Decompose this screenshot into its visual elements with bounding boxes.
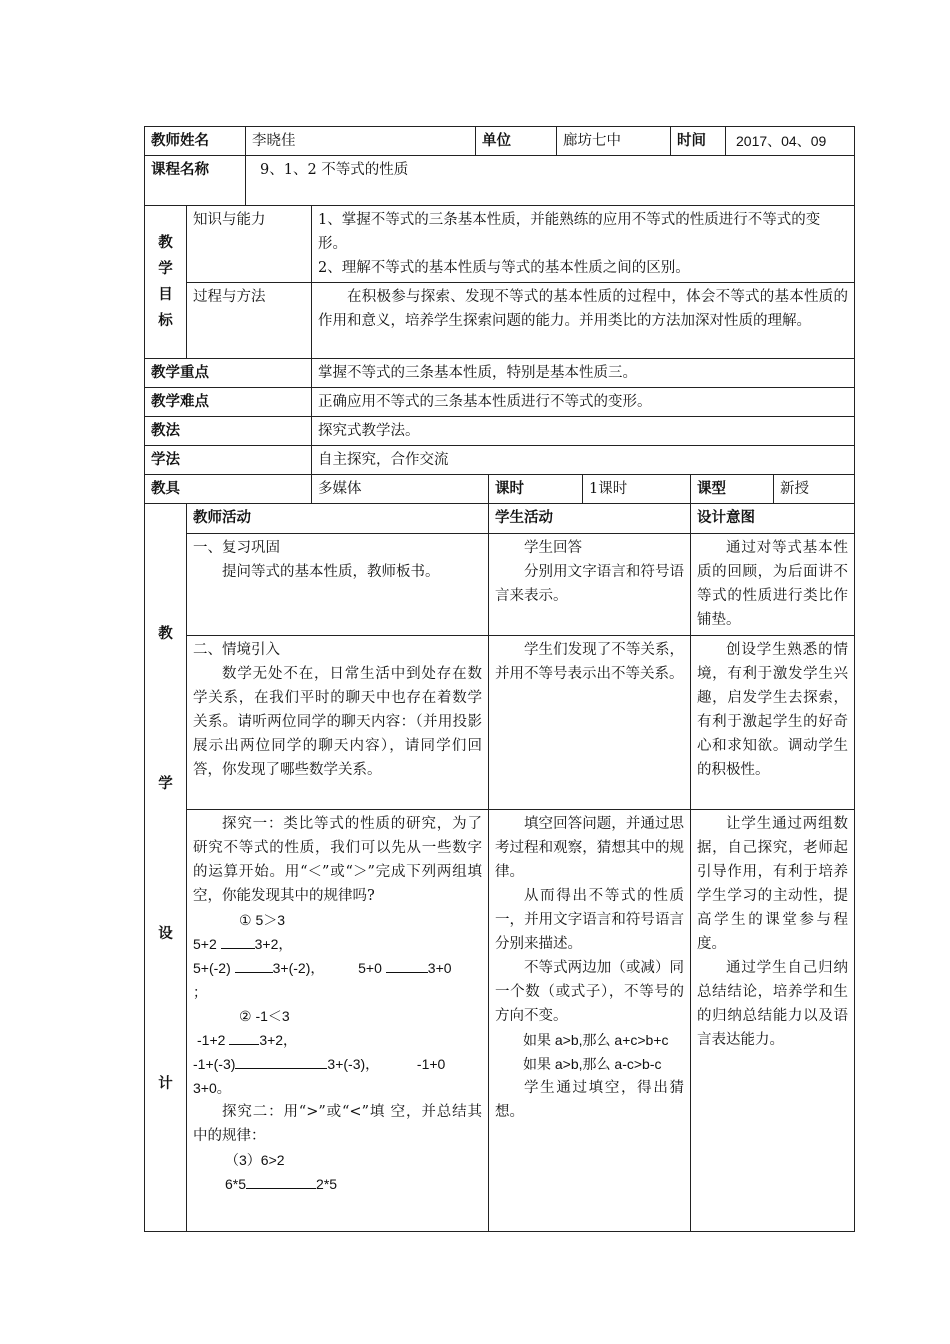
s3-eq2b	[193, 1052, 482, 1076]
s3-blank[interactable]	[386, 958, 428, 973]
teacher-label: 教师姓名	[145, 127, 246, 156]
s3-eq2b-right: 3+(-3)，	[327, 1056, 380, 1072]
type-content: 新授	[774, 475, 855, 504]
process-content: 在积极参与探索、发现不等式的基本性质的过程中，体会不等式的基本性质的作用和意义，培养学生探索问题的能力。并用类比的方法加深对性质的理解。	[312, 283, 855, 359]
difficulty-label: 教学难点	[145, 388, 312, 417]
s3-student	[489, 810, 691, 1232]
type-label: 课型	[691, 475, 774, 504]
s3-blank[interactable]	[235, 1054, 327, 1069]
s2-intent: 创设学生熟悉的情境，有利于激发学生兴趣，启发学生去探索，有利于激起学生的好奇心和求知欲。调动学生的积极性。	[691, 636, 855, 810]
s1-teacher	[187, 534, 489, 636]
tools-content: 多媒体	[312, 475, 489, 504]
process-label: 过程与方法	[187, 283, 312, 359]
knowledge-label: 知识与能力	[187, 206, 312, 283]
study-content: 自主探究，合作交流	[312, 446, 855, 475]
s3-blank[interactable]	[221, 934, 255, 949]
col-design-intent: 设计意图	[691, 504, 855, 534]
method-label: 教法	[145, 417, 312, 446]
s1-teacher-text: 提问等式的基本性质，教师板书。	[222, 564, 440, 580]
s3-student-3: 不等式两边加（或减）同一个数（或式子），不等号的方向不变。	[495, 960, 684, 1024]
design-side-label	[145, 504, 187, 1232]
s3-blank[interactable]	[235, 958, 273, 973]
difficulty-content: 正确应用不等式的三条基本性质进行不等式的变形。	[312, 388, 855, 417]
s3-eq2a-left: -1+2	[197, 1032, 230, 1048]
s3-student-4: 如果 a>b,那么 a+c>b+c	[523, 1032, 669, 1048]
s3-teacher	[187, 810, 489, 1232]
goals-side-char: 标	[158, 313, 173, 329]
s1-title: 一、复习巩固	[193, 540, 280, 556]
goals-side-char: 学	[158, 261, 173, 277]
s3-intent	[691, 810, 855, 1232]
s3-eq2c-left: -1+0	[416, 1056, 446, 1072]
s2-teacher-text: 数学无处不在，日常生活中到处存在数学关系，在我们平时的聊天中也存在着数学关系。请听两位同学的聊天内容：（并用投影展示出两位同学的聊天内容），请同学们回答，你发现了哪些数学关系。	[193, 666, 482, 778]
focus-label: 教学重点	[145, 359, 312, 388]
s3-eq2: ② -1＜3	[239, 1008, 290, 1024]
goals-side-char: 目	[158, 287, 173, 303]
s3-student-1: 填空回答问题，并通过思考过程和观察，猜想其中的规律。	[495, 816, 684, 880]
s3-eq1b-right: 3+(-2)，	[272, 960, 325, 976]
s3-student-5: 如果 a>b,那么 a-c>b-c	[523, 1056, 662, 1072]
s3-eq1b-left: 5+(-2)	[193, 960, 235, 976]
knowledge-item-1: 1、掌握不等式的三条基本性质，并能熟练的应用不等式的性质进行不等式的变形。	[318, 212, 821, 252]
period-content: 1课时	[583, 475, 691, 504]
s1-student-text-2: 分别用文字语言和符号语言来表示。	[495, 564, 684, 604]
teacher-name: 李晓佳	[246, 127, 476, 156]
s3-student-2: 从而得出不等式的性质一，并用文字语言和符号语言分别来描述。	[495, 888, 684, 952]
s3-intro: 探究一：类比等式的性质的研究，为了研究不等式的性质，我们可以先从一些数字的运算开始。用“＜”或“＞”完成下列两组填空，你能发现其中的规律吗?	[193, 816, 482, 904]
s3-eq1a-left: 5+2	[193, 936, 221, 952]
goals-side-label	[145, 206, 187, 359]
s2-student: 学生们发现了不等关系，并用不等号表示出不等关系。	[489, 636, 691, 810]
s3-eq2b-left: -1+(-3)	[193, 1056, 236, 1072]
lesson-plan	[144, 126, 854, 1232]
s3-explore2: 探究二：用“>”或“<”填 空，并总结其中的规律：	[193, 1104, 482, 1144]
course-label: 课程名称	[145, 156, 246, 206]
design-side-char: 计	[158, 1076, 173, 1092]
design-side-char: 设	[158, 926, 173, 942]
s2-title: 二、情境引入	[193, 642, 280, 658]
s3-eq3a	[193, 1172, 482, 1196]
knowledge-content	[312, 206, 855, 283]
s3-eq1: ① 5＞3	[239, 912, 286, 928]
s3-eq2a-right: 3+2，	[259, 1032, 298, 1048]
s2-teacher	[187, 636, 489, 810]
s3-eq1a-right: 3+2，	[254, 936, 293, 952]
study-label: 学法	[145, 446, 312, 475]
s3-semicolon: ；	[193, 984, 207, 1000]
goals-side-char: 教	[158, 235, 173, 251]
time-value: 2017、04、09	[726, 127, 855, 156]
s3-eq1b	[193, 956, 482, 980]
s3-eq2c: 3+0。	[193, 1080, 231, 1096]
lesson-plan-table	[144, 126, 855, 1232]
s3-intent-2: 通过学生自己归纳总结结论，培养学和生的归纳总结能力以及语言表达能力。	[697, 960, 849, 1048]
knowledge-item-2: 2、理解不等式的基本性质与等式的基本性质之间的区别。	[318, 260, 690, 276]
s3-intent-1: 让学生通过两组数据，自己探究，老师起引导作用，有利于培养学生学习的主动性，提高学生的课堂参与程度。	[697, 816, 849, 952]
s3-eq1a	[193, 932, 482, 956]
course-name: 9、1、2 不等式的性质	[246, 156, 855, 206]
s3-eq1c-left: 5+0	[358, 960, 386, 976]
s3-blank[interactable]	[246, 1174, 316, 1189]
s1-intent: 通过对等式基本性质的回顾，为后面讲不等式的性质进行类比作铺垫。	[691, 534, 855, 636]
s3-eq1c-right: 3+0	[427, 960, 452, 976]
design-side-char: 学	[158, 776, 173, 792]
col-student-activity: 学生活动	[489, 504, 691, 534]
s3-eq2a	[193, 1028, 482, 1052]
s1-student-text-1: 学生回答	[524, 540, 582, 556]
method-content: 探究式教学法。	[312, 417, 855, 446]
time-label: 时间	[671, 127, 726, 156]
unit-value: 廊坊七中	[557, 127, 671, 156]
s3-eq3a-right: 2*5	[316, 1176, 338, 1192]
unit-label: 单位	[476, 127, 557, 156]
focus-content: 掌握不等式的三条基本性质，特别是基本性质三。	[312, 359, 855, 388]
period-label: 课时	[489, 475, 583, 504]
s3-blank[interactable]	[229, 1030, 259, 1045]
s3-eq3a-left: 6*5	[225, 1176, 247, 1192]
design-side-char: 教	[158, 626, 173, 642]
s1-student	[489, 534, 691, 636]
col-teacher-activity: 教师活动	[187, 504, 489, 534]
tools-label: 教具	[145, 475, 312, 504]
s3-student-6: 学生通过填空，得出猜想。	[495, 1080, 684, 1120]
s3-eq3: （3）6>2	[225, 1152, 285, 1168]
